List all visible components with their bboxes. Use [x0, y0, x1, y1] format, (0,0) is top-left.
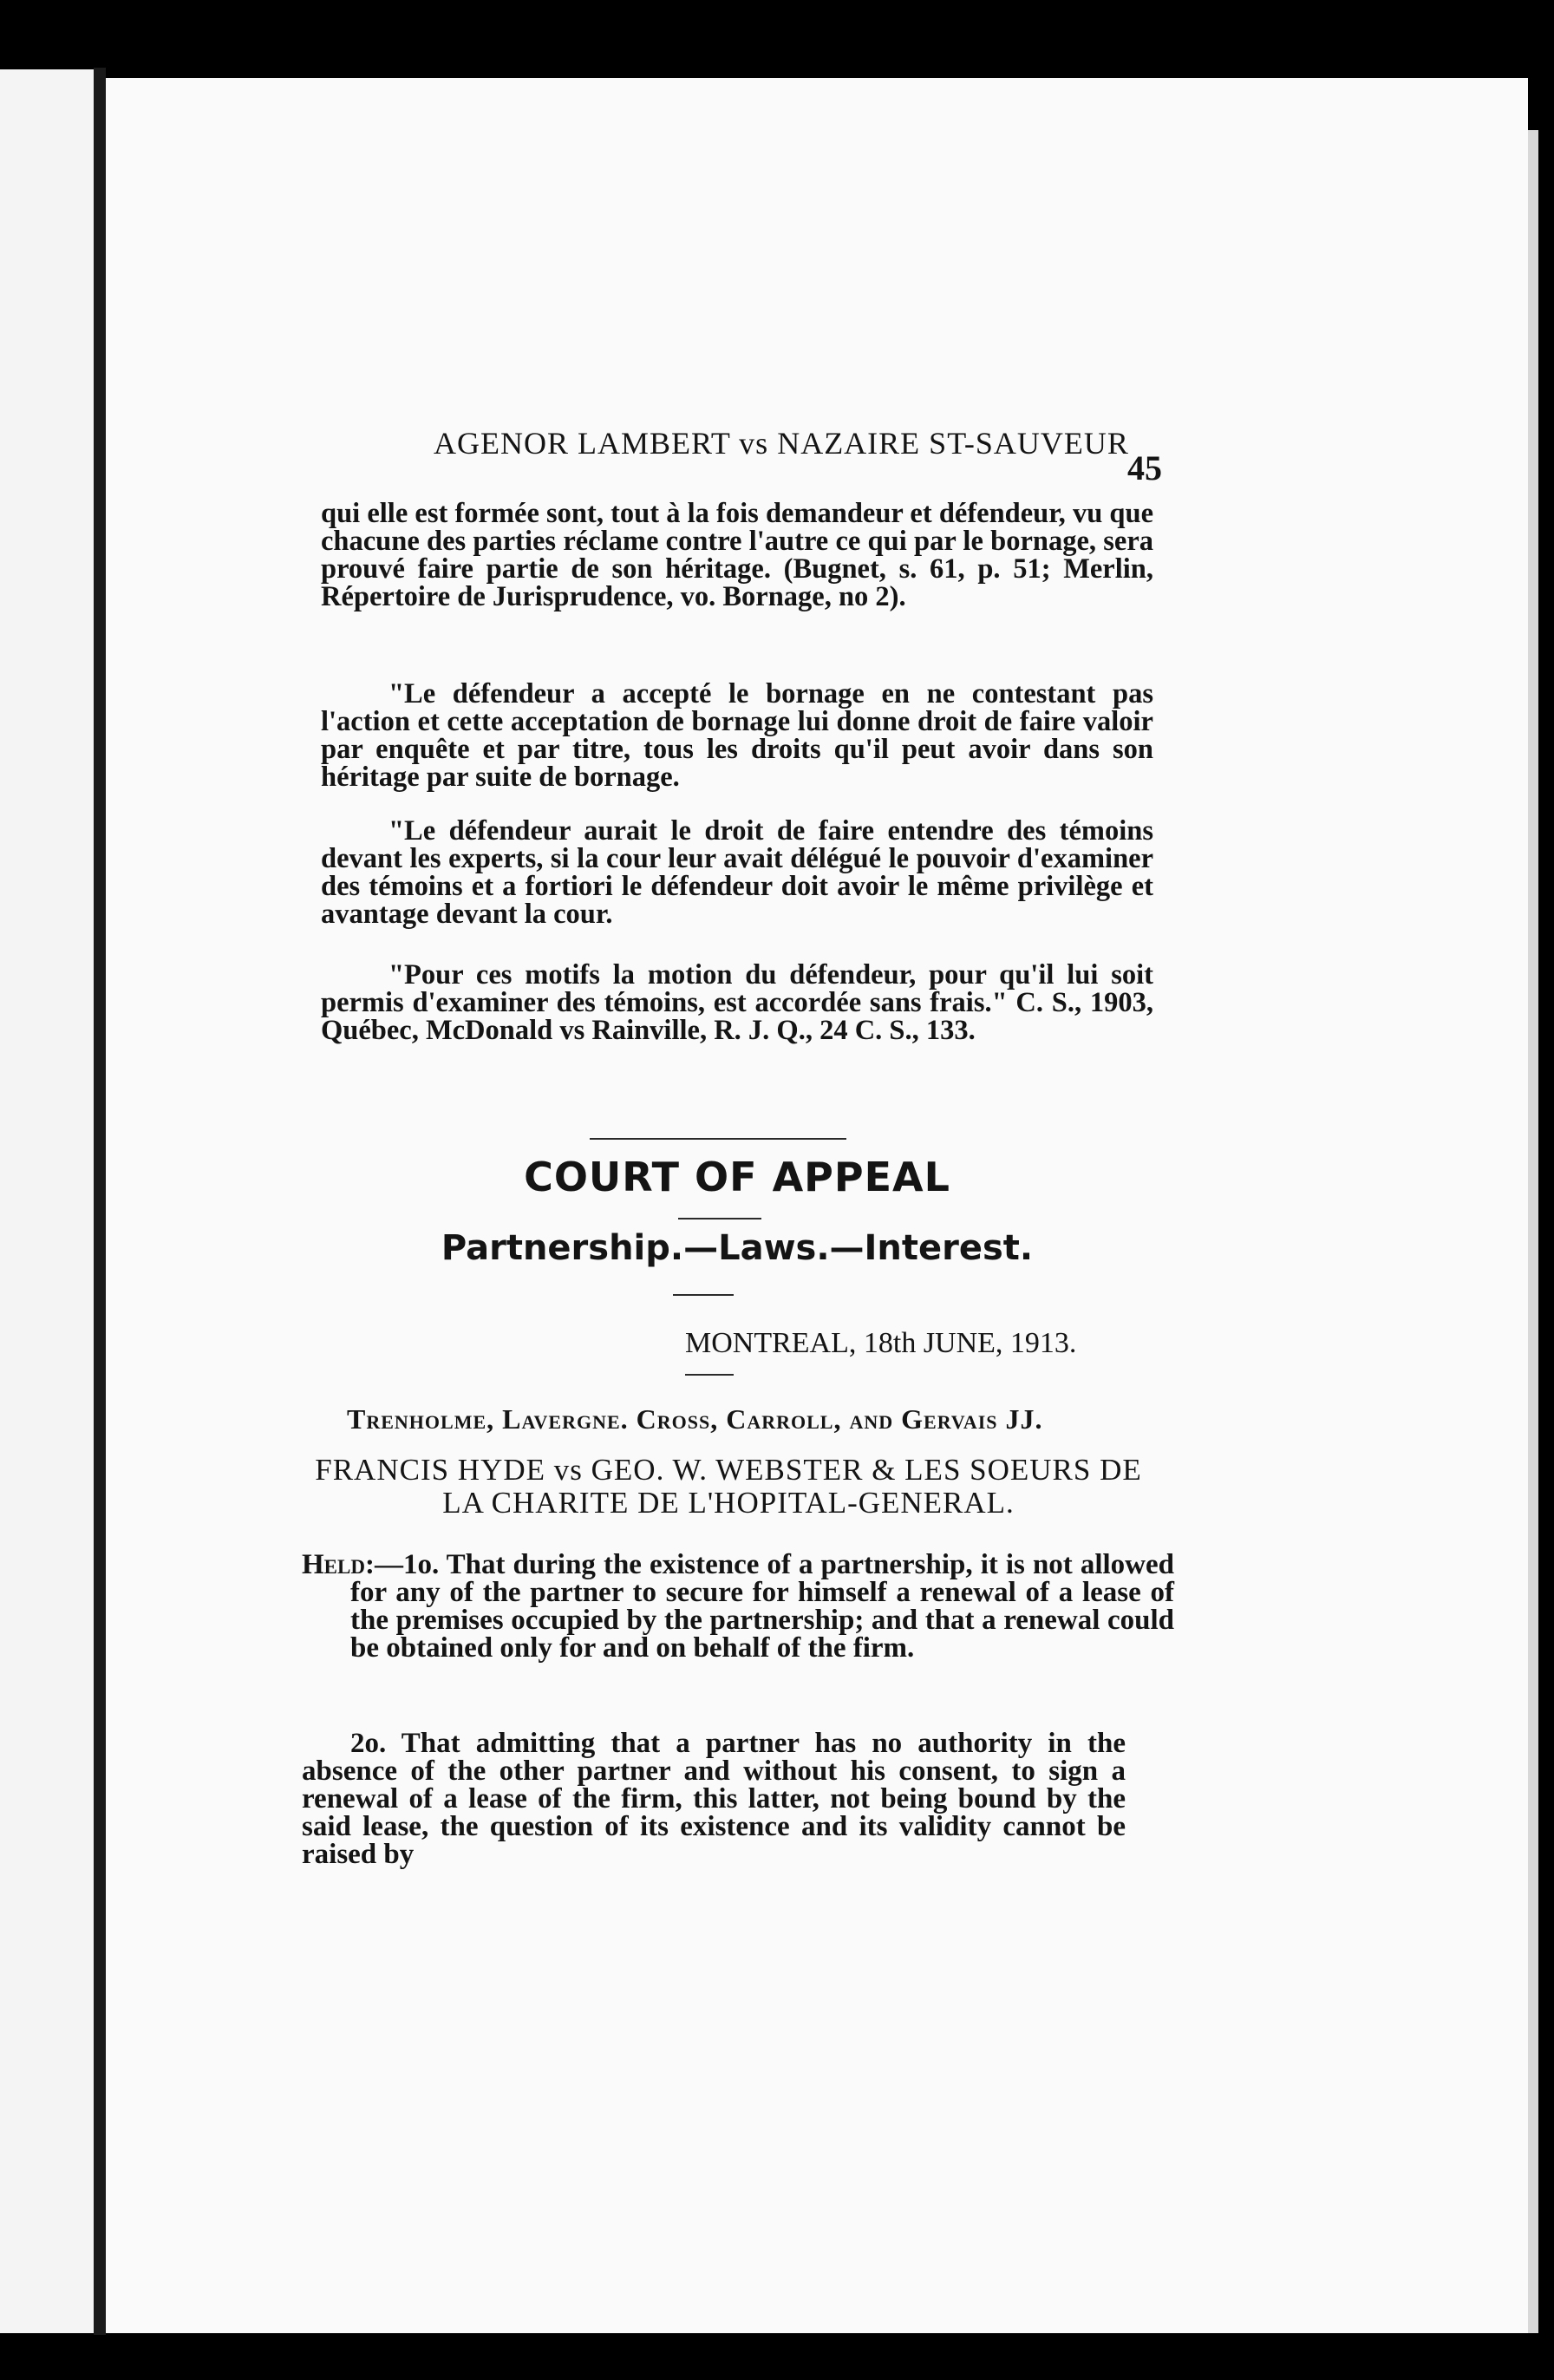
book-gutter [94, 68, 106, 2335]
french-paragraph-4: "Pour ces motifs la motion du défendeur, pour qu'il lui soit permis d'examiner des témoins, est accordée sans frais." C. S., 1903, Québec, McDonald vs Rainville, R. J. Q., 24 C. S., 133. [321, 959, 1153, 1046]
held-paragraph-2: 2o. That admitting that a partner has no authority in the absence of the other partner and without his consent, to sign a renewal of a lease of the firm, this latter, not being bound by the said lease, the question of its existence and its validity cannot be raised by [302, 1728, 1126, 1870]
facing-page-edge [0, 69, 94, 2333]
heading-rule-1 [678, 1218, 761, 1219]
running-head: AGENOR LAMBERT vs NAZAIRE ST-SAUVEUR [434, 426, 1129, 461]
heading-rule-2 [673, 1294, 734, 1296]
held-paragraph-1-text: :—1o. That during the existence of a partnership, it is not allowed for any of the partner to secure for himself a renewal of a lease of the premises occupied by the partnership; and that a renewal could be obtained only for and on behalf of the firm. [350, 1549, 1174, 1664]
heading-rule-3 [685, 1374, 734, 1376]
french-paragraph-3: "Le défendeur aurait le droit de faire entendre des témoins devant les experts, si la cour leur avait délégué le pouvoir d'examiner des témoins et a fortiori le défendeur doit avoir le même privilège et avantage devant la cour. [321, 815, 1153, 930]
dateline: MONTREAL, 18th JUNE, 1913. [685, 1327, 1077, 1359]
held-label: Held [302, 1549, 365, 1580]
french-paragraph-1: qui elle est formée sont, tout à la fois demandeur et défendeur, vu que chacune des parties réclame contre l'autre ce qui par le bornage, sera prouvé faire partie de son héritage. (Bugnet, s. 61, p. 51; Merlin, Répertoire de Jurisprudence, vo. Bornage, no 2). [321, 498, 1153, 612]
book-page [106, 78, 1528, 2333]
judges-line: Trenholme, Lavergne. Cross, Carroll, and Gervais JJ. [347, 1403, 1043, 1435]
section-divider [590, 1138, 846, 1140]
court-title: COURT OF APPEAL [524, 1154, 950, 1200]
held-paragraph-1 [302, 1551, 1174, 1662]
page-number: 45 [1127, 448, 1162, 487]
page-edge-shadow [1528, 130, 1538, 2333]
case-title: FRANCIS HYDE vs GEO. W. WEBSTER & LES SOEURS DE LA CHARITE DE L'HOPITAL-GENERAL. [315, 1453, 1142, 1520]
french-paragraph-2: "Le défendeur a accepté le bornage en ne contestant pas l'action et cette acceptation de bornage lui donne droit de faire valoir par enquête et par titre, tous les droits qu'il peut avoir dans son héritage par suite de bornage. [321, 678, 1153, 793]
topics-heading: Partnership.—Laws.—Interest. [441, 1228, 1034, 1268]
